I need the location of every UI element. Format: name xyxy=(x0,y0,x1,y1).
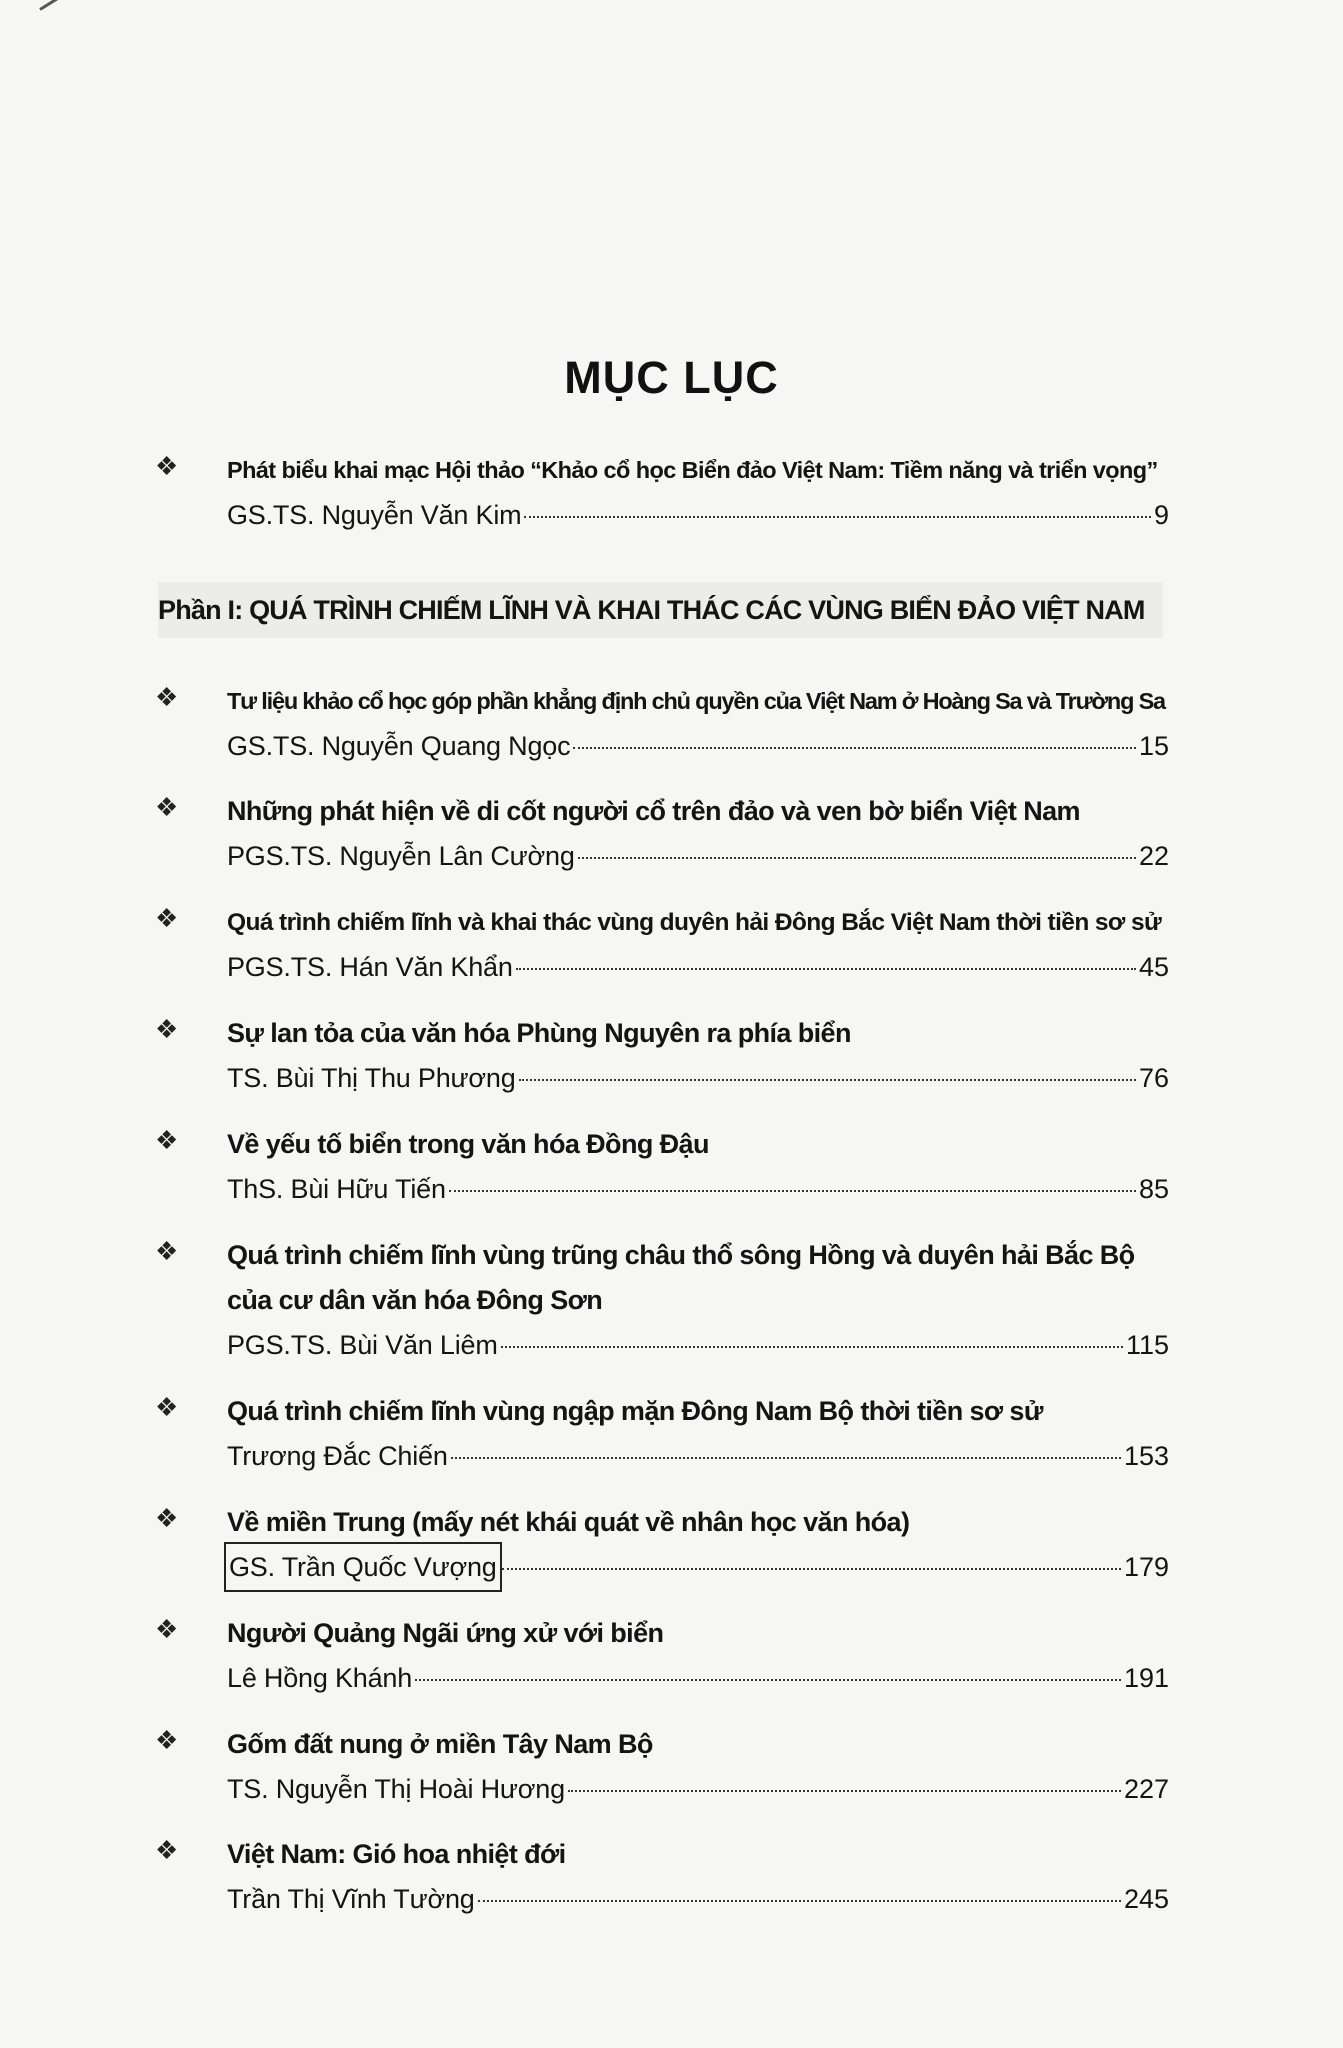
entry-title: Người Quảng Ngãi ứng xử với biển xyxy=(227,1618,664,1648)
entry-author: TS. Nguyễn Thị Hoài Hương xyxy=(227,1774,565,1804)
dot-leader xyxy=(519,1079,1136,1081)
dot-leader xyxy=(578,857,1136,859)
diamond-cluster-icon: ❖ xyxy=(155,792,179,822)
dot-leader xyxy=(573,747,1136,749)
entry-author: PGS.TS. Hán Văn Khẩn xyxy=(227,952,513,982)
toc-entry xyxy=(155,679,1169,768)
diamond-cluster-icon: ❖ xyxy=(155,1236,179,1266)
entry-author-line xyxy=(227,1877,1169,1921)
corner-scan-mark xyxy=(39,0,81,11)
dot-leader xyxy=(415,1679,1121,1681)
dot-leader xyxy=(478,1900,1121,1902)
toc-entry xyxy=(155,789,1169,878)
entry-author: PGS.TS. Nguyễn Lân Cường xyxy=(227,841,575,871)
diamond-cluster-icon: ❖ xyxy=(155,1503,179,1533)
entry-page-number: 76 xyxy=(1138,1063,1169,1093)
diamond-cluster-icon: ❖ xyxy=(155,1725,179,1755)
diamond-cluster-icon: ❖ xyxy=(155,1014,179,1044)
entry-page-number: 22 xyxy=(1138,841,1169,871)
entry-author: ThS. Bùi Hữu Tiến xyxy=(227,1174,446,1204)
entry-title: Về miền Trung (mấy nét khái quát về nhân học văn hóa) xyxy=(227,1507,910,1537)
toc-entry xyxy=(155,1722,1169,1811)
entry-author: GS.TS. Nguyễn Văn Kim xyxy=(227,500,522,530)
part-heading: Phần I: QUÁ TRÌNH CHIẾM LĨNH VÀ KHAI THÁC CÁC VÙNG BIỂN ĐẢO VIỆT NAM xyxy=(158,582,1163,638)
entry-page-number: 227 xyxy=(1123,1774,1169,1804)
dot-leader xyxy=(501,1346,1123,1348)
entry-page-number: 15 xyxy=(1138,731,1169,761)
dot-leader xyxy=(502,1568,1121,1570)
toc-entry xyxy=(155,1832,1169,1921)
toc-entry xyxy=(155,1011,1169,1100)
entry-title: Những phát hiện về di cốt người cổ trên đảo và ven bờ biển Việt Nam xyxy=(227,796,1080,826)
diamond-cluster-icon: ❖ xyxy=(155,1835,179,1865)
diamond-cluster-icon: ❖ xyxy=(155,903,179,933)
dot-leader xyxy=(524,516,1151,518)
diamond-cluster-icon: ❖ xyxy=(155,682,179,712)
entry-author: GS. Trần Quốc Vượng xyxy=(227,1545,499,1589)
entry-page-number: 179 xyxy=(1123,1552,1169,1582)
entry-title: Quá trình chiếm lĩnh và khai thác vùng duyên hải Đông Bắc Việt Nam thời tiền sơ sử xyxy=(227,909,1162,936)
diamond-cluster-icon: ❖ xyxy=(155,1125,179,1155)
diamond-cluster-icon: ❖ xyxy=(155,1614,179,1644)
entry-author: TS. Bùi Thị Thu Phương xyxy=(227,1063,516,1093)
entry-author-line xyxy=(227,1056,1169,1100)
toc-entry xyxy=(155,1233,1169,1367)
entry-author-line xyxy=(227,1434,1169,1478)
entry-author: GS.TS. Nguyễn Quang Ngọc xyxy=(227,731,571,761)
entry-page-number: 153 xyxy=(1123,1441,1169,1471)
entry-author: PGS.TS. Bùi Văn Liêm xyxy=(227,1330,498,1360)
entry-page-number: 85 xyxy=(1138,1174,1169,1204)
entry-author-line xyxy=(227,834,1169,878)
diamond-cluster-icon: ❖ xyxy=(155,451,179,481)
diamond-cluster-icon: ❖ xyxy=(155,1392,179,1422)
entry-title-continued: của cư dân văn hóa Đông Sơn xyxy=(227,1285,603,1315)
toc-entry xyxy=(155,1500,1169,1589)
entry-title: Gốm đất nung ở miền Tây Nam Bộ xyxy=(227,1729,653,1759)
entry-author: Trương Đắc Chiến xyxy=(227,1441,448,1471)
entry-title: Quá trình chiếm lĩnh vùng trũng châu thổ sông Hồng và duyên hải Bắc Bộ xyxy=(227,1240,1135,1270)
toc-entry xyxy=(155,1389,1169,1478)
toc-entry xyxy=(155,900,1169,989)
entry-author: Lê Hồng Khánh xyxy=(227,1663,413,1693)
toc-entry xyxy=(155,1611,1169,1700)
page-title: MỤC LỤC xyxy=(564,352,779,403)
dot-leader xyxy=(451,1457,1121,1459)
entry-title: Quá trình chiếm lĩnh vùng ngập mặn Đông Nam Bộ thời tiền sơ sử xyxy=(227,1396,1043,1426)
entry-author-line xyxy=(227,1545,1169,1589)
entry-author-line xyxy=(227,493,1169,537)
entry-page-number: 191 xyxy=(1123,1663,1169,1693)
entry-author-line xyxy=(227,945,1169,989)
entry-title: Sự lan tỏa của văn hóa Phùng Nguyên ra phía biển xyxy=(227,1018,851,1048)
dot-leader xyxy=(568,1790,1121,1792)
entry-author-line xyxy=(227,1767,1169,1811)
entry-page-number: 45 xyxy=(1138,952,1169,982)
entry-page-number: 9 xyxy=(1153,500,1169,530)
entry-title: Tư liệu khảo cổ học góp phần khẳng định chủ quyền của Việt Nam ở Hoàng Sa và Trường Sa xyxy=(227,688,1165,714)
toc-entry-intro xyxy=(155,448,1169,537)
entry-title: Việt Nam: Gió hoa nhiệt đới xyxy=(227,1839,566,1869)
toc-entry xyxy=(155,1122,1169,1211)
entry-author-line xyxy=(227,1656,1169,1700)
entry-page-number: 245 xyxy=(1123,1884,1169,1914)
dot-leader xyxy=(449,1190,1136,1192)
entry-author-line xyxy=(227,1323,1169,1367)
entry-author: Trần Thị Vĩnh Tường xyxy=(227,1884,475,1914)
entry-author-line xyxy=(227,724,1169,768)
entry-page-number: 115 xyxy=(1125,1330,1169,1360)
entry-title: Phát biểu khai mạc Hội thảo “Khảo cổ học Biển đảo Việt Nam: Tiềm năng và triển vọng” xyxy=(227,457,1158,483)
entry-title: Về yếu tố biển trong văn hóa Đồng Đậu xyxy=(227,1129,709,1159)
entry-author-line xyxy=(227,1167,1169,1211)
dot-leader xyxy=(516,968,1136,970)
